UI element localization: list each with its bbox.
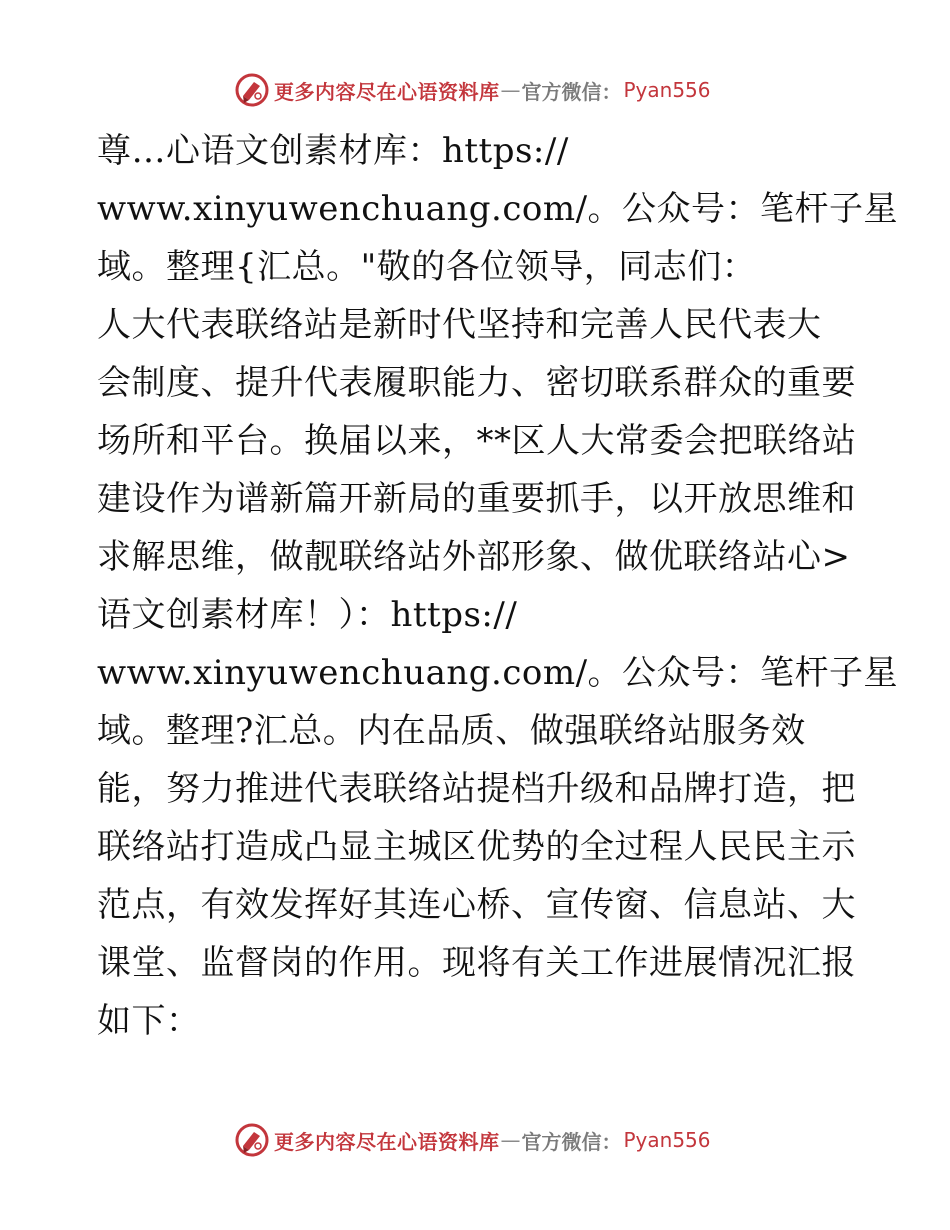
brand-logo-icon <box>234 72 270 108</box>
body-line: 课堂、监督岗的作用。现将有关工作进展情况汇报 <box>97 943 856 983</box>
header-handle: Pyan556 <box>623 78 711 102</box>
body-line: 建设作为谱新篇开新局的重要抓手，以开放思维和 <box>97 479 856 519</box>
body-line: 人大代表联络站是新时代坚持和完善人民代表大 <box>97 305 822 345</box>
header-dash: — <box>500 78 521 102</box>
footer-dash: — <box>500 1128 521 1152</box>
body-line: 会制度、提升代表履职能力、密切联系群众的重要 <box>97 363 856 403</box>
document-body <box>97 122 899 1050</box>
header-slogan: 更多内容尽在心语资料库 <box>274 79 500 104</box>
body-line: 如下： <box>97 1001 201 1041</box>
brand-logo-icon <box>234 1122 270 1158</box>
body-line: 域。整理?汇总。内在品质、做强联络站服务效 <box>97 711 806 751</box>
body-line: www.xinyuwenchuang.com/。公众号：笔杆子星 <box>97 653 899 693</box>
footer-slogan: 更多内容尽在心语资料库 <box>274 1129 500 1154</box>
footer-watermark <box>234 1120 754 1160</box>
header-contact-label: 官方微信： <box>521 79 622 104</box>
header-watermark <box>234 70 754 110</box>
body-line: 能，努力推进代表联络站提档升级和品牌打造，把 <box>97 769 856 809</box>
body-line: 求解思维，做靓联络站外部形象、做优联络站心> <box>97 537 851 577</box>
body-line: 范点，有效发挥好其连心桥、宣传窗、信息站、大 <box>97 885 856 925</box>
body-line: 语文创素材库！）：https:// <box>97 595 518 635</box>
body-line: 域。整理{汇总。"敬的各位领导，同志们： <box>97 247 757 287</box>
body-line: 场所和平台。换届以来，**区人大常委会把联络站 <box>97 421 857 461</box>
body-line: 尊…心语文创素材库：https:// <box>97 131 569 171</box>
body-line: 联络站打造成凸显主城区优势的全过程人民民主示 <box>97 827 856 867</box>
body-line: www.xinyuwenchuang.com/。公众号：笔杆子星 <box>97 189 899 229</box>
footer-handle: Pyan556 <box>623 1128 711 1152</box>
footer-contact-label: 官方微信： <box>521 1129 622 1154</box>
